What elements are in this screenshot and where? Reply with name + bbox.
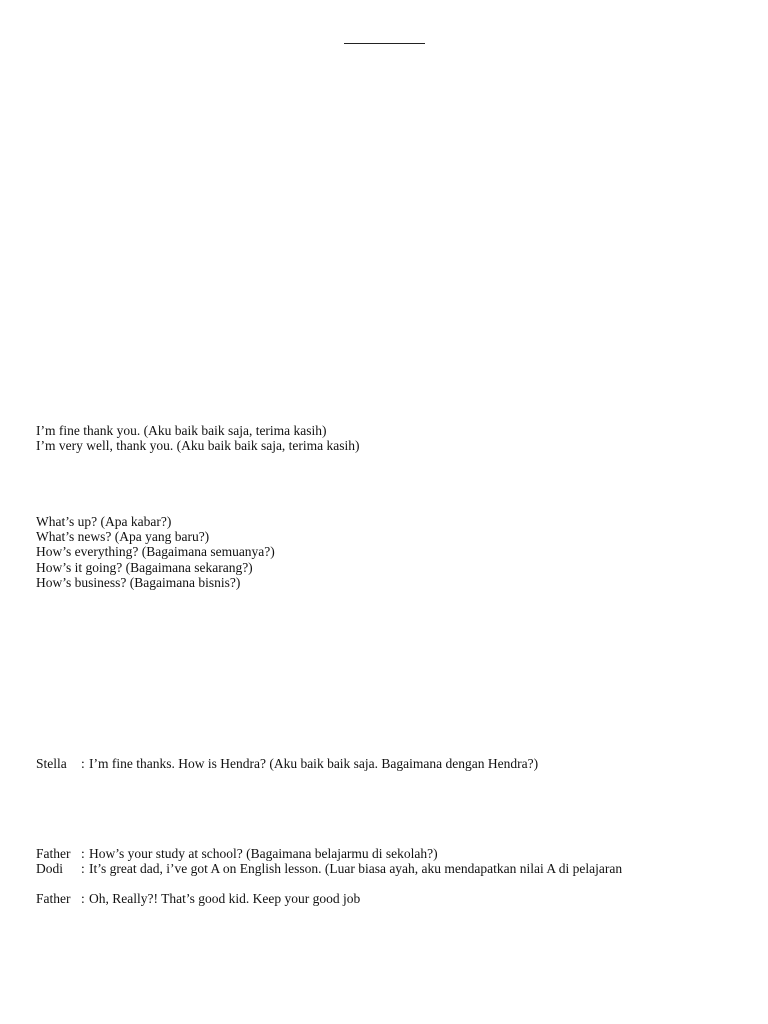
title-underline xyxy=(344,43,425,44)
response-line: I’m very well, thank you. (Aku baik baik saja, terima kasih) xyxy=(36,438,360,454)
response-line: I’m fine thank you. (Aku baik baik saja, terima kasih) xyxy=(36,423,327,438)
dialog-colon: : xyxy=(81,861,85,877)
greeting-line: What’s up? (Apa kabar?) xyxy=(36,514,172,529)
greeting-line: What’s news? (Apa yang baru?) xyxy=(36,529,210,545)
dialog-speaker: Stella xyxy=(36,756,67,771)
dialog-speaker: Father xyxy=(36,891,71,906)
dialog-line xyxy=(36,891,360,906)
dialog-colon: : xyxy=(81,891,85,906)
greeting-line: How’s it going? (Bagaimana sekarang?) xyxy=(36,559,253,575)
dialog-line xyxy=(36,846,622,861)
dialog-father-dodi xyxy=(36,846,622,876)
dialog-line xyxy=(36,756,538,771)
response-expressions xyxy=(36,423,360,453)
dialog-colon: : xyxy=(81,846,85,861)
dialog-text: I’m fine thanks. How is Hendra? (Aku baik baik saja. Bagaimana dengan Hendra?) xyxy=(89,756,539,771)
dialog-stella xyxy=(36,756,538,771)
greeting-line: How’s everything? (Bagaimana semuanya?) xyxy=(36,544,275,560)
dialog-text: How’s your study at school? (Bagaimana belajarmu di sekolah?) xyxy=(89,846,438,861)
dialog-text: Oh, Really?! That’s good kid. Keep your good job xyxy=(89,891,361,906)
dialog-speaker: Dodi xyxy=(36,861,63,877)
greeting-expressions xyxy=(36,514,275,590)
dialog-father-reply xyxy=(36,891,360,906)
greeting-line: How’s business? (Bagaimana bisnis?) xyxy=(36,574,241,590)
dialog-text: It’s great dad, i’ve got A on English lesson. (Luar biasa ayah, aku mendapatkan nilai A di pelajaran xyxy=(89,861,623,877)
dialog-colon: : xyxy=(81,756,85,771)
dialog-speaker: Father xyxy=(36,846,71,861)
dialog-line xyxy=(36,861,622,876)
